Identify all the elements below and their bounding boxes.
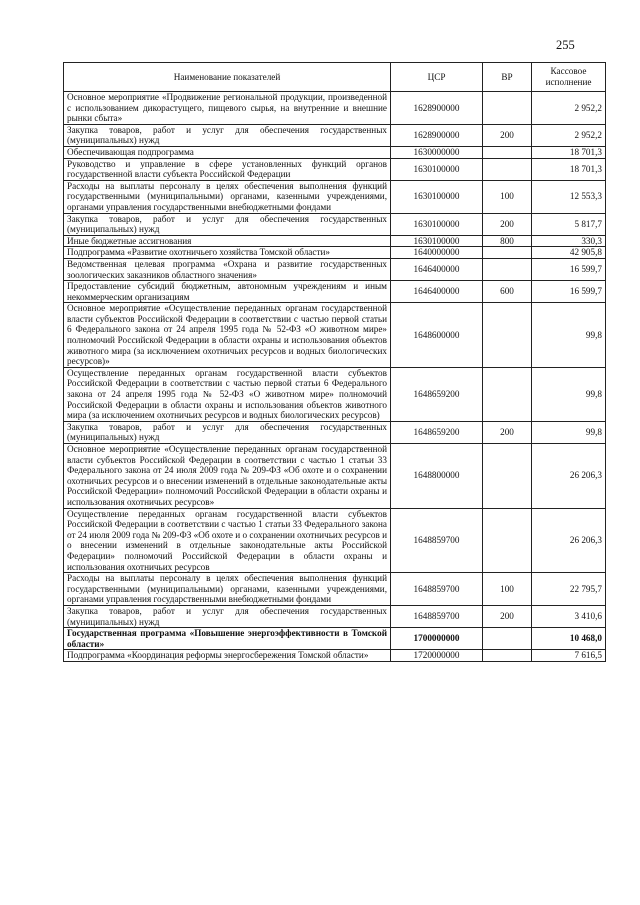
row-sum-cell: 42 905,8 (532, 247, 606, 259)
row-csr-cell: 1630100000 (391, 180, 483, 213)
row-sum-cell: 18 701,3 (532, 158, 606, 180)
row-name-cell: Подпрограмма «Координация реформы энергосбережения Томской области» (64, 650, 391, 662)
header-row (64, 63, 606, 92)
table-row (64, 213, 606, 235)
row-csr-cell: 1630100000 (391, 213, 483, 235)
table-body (64, 92, 606, 662)
row-name-cell: Закупка товаров, работ и услуг для обеспечения государственных (муниципальных) нужд (64, 124, 391, 146)
table-row (64, 508, 606, 573)
row-sum-cell: 16 599,7 (532, 258, 606, 280)
row-vr-cell (483, 303, 532, 368)
row-name-cell: Осуществление переданных органам государственной власти субъектов Российской Федерации в соответствии с частью 1 статьи 33 Федерального закона от 24 июля 2009 года № 209-ФЗ «Об охоте и о сохранении охотничьих ресурсов и о внесении изменений в отдельные законодательные акты Российской Федерации» полномочий Российской Федерации в области охраны и использования охотничьих ресурсов (64, 508, 391, 573)
table-row (64, 628, 606, 650)
row-sum-cell: 3 410,6 (532, 605, 606, 627)
row-vr-cell (483, 367, 532, 421)
row-csr-cell: 1648659200 (391, 421, 483, 443)
row-csr-cell: 1646400000 (391, 258, 483, 280)
row-vr-cell: 100 (483, 180, 532, 213)
row-vr-cell: 100 (483, 573, 532, 606)
table-row (64, 92, 606, 125)
table-header (64, 63, 606, 92)
header-sum: Кассовое исполнение (532, 63, 606, 92)
row-csr-cell: 1630100000 (391, 235, 483, 247)
row-csr-cell: 1630000000 (391, 146, 483, 158)
row-name-cell: Государственная программа «Повышение энергоэффективности в Томской области» (64, 628, 391, 650)
row-sum-cell: 7 616,5 (532, 650, 606, 662)
table-row (64, 421, 606, 443)
header-name: Наименование показателей (64, 63, 391, 92)
row-vr-cell (483, 628, 532, 650)
table-row (64, 258, 606, 280)
row-name-cell: Основное мероприятие «Осуществление переданных органам государственной власти субъектов Российской Федерации в соответствии с частью 1 статьи 33 Федерального закона от 24 июля 2009 года № 209-ФЗ «Об охоте и о сохранении охотничьих ресурсов и о внесении изменений в отдельные законодательные акты Российской Федерации» полномочий Российской Федерации в области охраны и использования охотничьих ресурсов» (64, 444, 391, 509)
row-sum-cell: 5 817,7 (532, 213, 606, 235)
row-csr-cell: 1648859700 (391, 605, 483, 627)
row-csr-cell: 1700000000 (391, 628, 483, 650)
row-csr-cell: 1648800000 (391, 444, 483, 509)
row-csr-cell: 1648659200 (391, 367, 483, 421)
table-row (64, 367, 606, 421)
table-row (64, 573, 606, 606)
header-vr: ВР (483, 63, 532, 92)
row-sum-cell: 26 206,3 (532, 508, 606, 573)
table-row (64, 235, 606, 247)
page-number: 255 (556, 38, 575, 52)
row-csr-cell: 1628900000 (391, 92, 483, 125)
row-name-cell: Подпрограмма «Развитие охотничьего хозяйства Томской области» (64, 247, 391, 259)
row-sum-cell: 22 795,7 (532, 573, 606, 606)
row-sum-cell: 2 952,2 (532, 124, 606, 146)
row-vr-cell (483, 158, 532, 180)
row-sum-cell: 10 468,0 (532, 628, 606, 650)
budget-table (63, 62, 606, 662)
row-name-cell: Основное мероприятие «Осуществление переданных органам государственной власти субъектов Российской Федерации в соответствии с частью первой статьи 6 Федерального закона от 24 апреля 1995 года № 52-ФЗ «О животном мире» полномочий Российской Федерации в области охраны и использования объектов животного мира (за исключением охотничьих ресурсов и водных биологических ресурсов)» (64, 303, 391, 368)
row-vr-cell (483, 444, 532, 509)
row-vr-cell: 600 (483, 281, 532, 303)
row-name-cell: Осуществление переданных органам государственной власти субъектов Российской Федерации в соответствии с частью первой статьи 6 Федерального закона от 24 апреля 1995 года № 52-ФЗ «О животном мире» полномочий Российской Федерации в области охраны и использования объектов животного мира (за исключением охотничьих ресурсов и водных биологических ресурсов) (64, 367, 391, 421)
row-csr-cell: 1630100000 (391, 158, 483, 180)
row-name-cell: Расходы на выплаты персоналу в целях обеспечения выполнения функций государственными (муниципальными) органами, казенными учреждениями, органами управления государственными внебюджетными фондами (64, 573, 391, 606)
table-row (64, 605, 606, 627)
row-vr-cell: 200 (483, 605, 532, 627)
row-name-cell: Расходы на выплаты персоналу в целях обеспечения выполнения функций государственными (муниципальными) органами, казенными учреждениями, органами управления государственными внебюджетными фондами (64, 180, 391, 213)
row-csr-cell: 1648600000 (391, 303, 483, 368)
row-csr-cell: 1640000000 (391, 247, 483, 259)
row-name-cell: Обеспечивающая подпрограмма (64, 146, 391, 158)
row-sum-cell: 99,8 (532, 421, 606, 443)
row-sum-cell: 26 206,3 (532, 444, 606, 509)
table-row (64, 303, 606, 368)
row-sum-cell: 18 701,3 (532, 146, 606, 158)
row-vr-cell (483, 247, 532, 259)
row-vr-cell (483, 508, 532, 573)
row-sum-cell: 12 553,3 (532, 180, 606, 213)
table-row (64, 146, 606, 158)
row-name-cell: Ведомственная целевая программа «Охрана и развитие государственных зоологических заказников областного значения» (64, 258, 391, 280)
table-row (64, 444, 606, 509)
row-csr-cell: 1648859700 (391, 573, 483, 606)
row-sum-cell: 99,8 (532, 303, 606, 368)
row-csr-cell: 1720000000 (391, 650, 483, 662)
header-csr: ЦСР (391, 63, 483, 92)
row-name-cell: Иные бюджетные ассигнования (64, 235, 391, 247)
row-sum-cell: 99,8 (532, 367, 606, 421)
row-name-cell: Руководство и управление в сфере установленных функций органов государственной власти субъекта Российской Федерации (64, 158, 391, 180)
row-csr-cell: 1648859700 (391, 508, 483, 573)
row-name-cell: Предоставление субсидий бюджетным, автономным учреждениям и иным некоммерческим организациям (64, 281, 391, 303)
table-row (64, 281, 606, 303)
row-vr-cell (483, 92, 532, 125)
table-row (64, 180, 606, 213)
table-row (64, 124, 606, 146)
table-row (64, 158, 606, 180)
row-name-cell: Основное мероприятие «Продвижение региональной продукции, произведенной с использованием дикорастущего, пищевого сырья, на внутренние и внешние рынки сбыта» (64, 92, 391, 125)
row-vr-cell (483, 650, 532, 662)
row-csr-cell: 1628900000 (391, 124, 483, 146)
row-name-cell: Закупка товаров, работ и услуг для обеспечения государственных (муниципальных) нужд (64, 421, 391, 443)
row-vr-cell: 800 (483, 235, 532, 247)
row-sum-cell: 2 952,2 (532, 92, 606, 125)
table-row (64, 247, 606, 259)
row-vr-cell: 200 (483, 213, 532, 235)
row-vr-cell (483, 146, 532, 158)
row-vr-cell (483, 258, 532, 280)
row-sum-cell: 330,3 (532, 235, 606, 247)
row-vr-cell: 200 (483, 124, 532, 146)
row-vr-cell: 200 (483, 421, 532, 443)
row-name-cell: Закупка товаров, работ и услуг для обеспечения государственных (муниципальных) нужд (64, 605, 391, 627)
row-sum-cell: 16 599,7 (532, 281, 606, 303)
row-name-cell: Закупка товаров, работ и услуг для обеспечения государственных (муниципальных) нужд (64, 213, 391, 235)
row-csr-cell: 1646400000 (391, 281, 483, 303)
table-row (64, 650, 606, 662)
